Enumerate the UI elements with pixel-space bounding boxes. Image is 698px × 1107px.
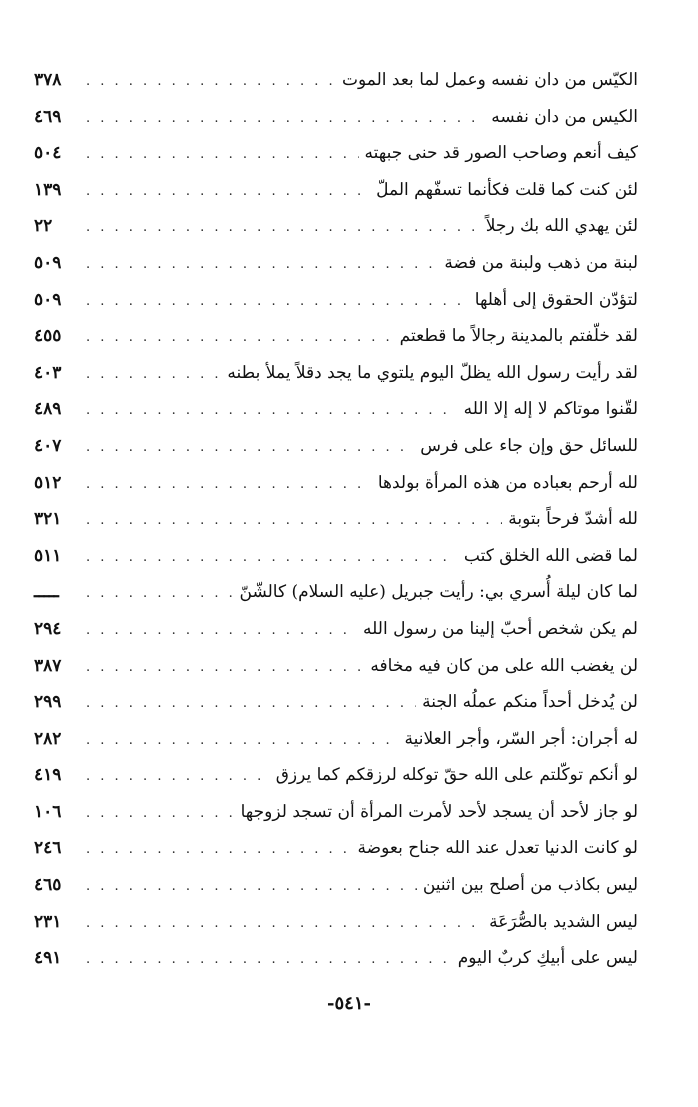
page-reference: ١٣٩ xyxy=(34,179,62,200)
page-reference: ٢٣١ xyxy=(34,911,62,932)
index-entry xyxy=(34,830,638,867)
page-reference: ٥٠٩ xyxy=(34,252,62,273)
dot-leader xyxy=(82,503,502,540)
dot-leader xyxy=(82,357,221,394)
entry-text: للسائل حق وإن جاء على فرس xyxy=(414,428,638,465)
index-entry xyxy=(34,355,638,392)
page-reference: ٤٠٧ xyxy=(34,435,62,456)
index-entry xyxy=(34,245,638,282)
index-entry xyxy=(34,611,638,648)
page-reference: ٤٦٩ xyxy=(34,106,62,127)
entry-text: لتؤدّن الحقوق إلى أهلها xyxy=(469,282,638,319)
dot-leader xyxy=(82,869,417,906)
dot-leader xyxy=(82,906,483,943)
entry-text: لله أشدّ فرحاً بتوبة xyxy=(502,501,638,538)
index-entry xyxy=(34,62,638,99)
page-reference: ٥٠٩ xyxy=(34,289,62,310)
dot-leader xyxy=(82,759,270,796)
entry-text: لقد خلّفتم بالمدينة رجالاً ما قطعتم xyxy=(394,318,638,355)
entry-text: لله أرحم بعباده من هذه المرأة بولدها xyxy=(372,465,638,502)
entry-text: لقد رأيت رسول الله يظلّ اليوم يلتوي ما يجد دقلاً يملأ بطنه xyxy=(221,355,638,392)
page-reference: ١٠٦ xyxy=(34,801,62,822)
dot-leader xyxy=(82,320,394,357)
dot-leader xyxy=(82,686,416,723)
dot-leader xyxy=(82,210,480,247)
dot-leader xyxy=(82,832,352,869)
index-entry xyxy=(34,648,638,685)
index-entry xyxy=(34,538,638,575)
entry-text: كيف أنعم وصاحب الصور قد حنى جبهته xyxy=(359,135,638,172)
index-entry xyxy=(34,757,638,794)
index-entry xyxy=(34,684,638,721)
index-entry xyxy=(34,99,638,136)
page-reference: ـــــ xyxy=(34,582,59,603)
page-reference: ٤٦٥ xyxy=(34,875,62,896)
dot-leader xyxy=(82,576,234,613)
page-reference: ٥٠٤ xyxy=(34,143,62,164)
page-reference: ٣٨٧ xyxy=(34,655,62,676)
index-entry xyxy=(34,465,638,502)
page-reference: ٢٩٩ xyxy=(34,692,62,713)
entry-text: لما قضى الله الخلق كتب xyxy=(458,538,638,575)
page-reference: ٢٩٤ xyxy=(34,618,62,639)
index-entry xyxy=(34,501,638,538)
index-entry xyxy=(34,135,638,172)
dot-leader xyxy=(82,247,438,284)
page-reference: ٤٠٣ xyxy=(34,362,62,383)
index-entry xyxy=(34,904,638,941)
entry-text: لن يغضب الله على من كان فيه مخافه xyxy=(364,648,638,685)
dot-leader xyxy=(82,723,399,760)
index-entry xyxy=(34,282,638,319)
entry-text: لئن يهدي الله بك رجلاً xyxy=(480,208,638,245)
index-entry xyxy=(34,867,638,904)
entry-text: لو أنكم توكّلتم على الله حقّ توكله لرزقكم كما يرزق xyxy=(270,757,638,794)
index-entry xyxy=(34,318,638,355)
index-entry xyxy=(34,208,638,245)
dot-leader xyxy=(82,64,336,101)
dot-leader xyxy=(82,650,364,687)
page-number: -٥٤١- xyxy=(327,993,371,1014)
page-reference: ٥١١ xyxy=(34,545,62,566)
dot-leader xyxy=(82,942,452,979)
page-reference: ٣٧٨ xyxy=(34,70,62,90)
dot-leader xyxy=(82,467,372,504)
page-reference: ٤٥٥ xyxy=(34,326,62,347)
index-entry xyxy=(34,391,638,428)
index-entry xyxy=(34,940,638,977)
index-entry xyxy=(34,721,638,758)
dot-leader xyxy=(82,101,485,138)
entry-text: الكيس من دان نفسه xyxy=(485,99,638,136)
dot-leader xyxy=(82,174,370,211)
entry-text: ليس الشديد بالصُّرَعَة xyxy=(483,904,638,941)
entry-text: لئن كنت كما قلت فكأنما تسفّهم الملّ xyxy=(370,172,638,209)
hadith-index-list xyxy=(34,62,638,977)
entry-text: الكيّس من دان نفسه وعمل لما بعد الموت xyxy=(336,62,638,99)
page-reference: ٣٢١ xyxy=(34,509,62,530)
dot-leader xyxy=(82,284,469,321)
entry-text: له أجران: أجر السّر، وأجر العلانية xyxy=(399,721,638,758)
index-entry xyxy=(34,794,638,831)
dot-leader xyxy=(82,540,458,577)
page-reference: ٤١٩ xyxy=(34,765,62,786)
dot-leader xyxy=(82,796,235,833)
entry-text: ليس على أبيكِ كربٌ اليوم xyxy=(452,940,638,977)
page-reference: ٤٨٩ xyxy=(34,399,62,420)
entry-text: لما كان ليلة أُسري بي: رأيت جبريل (عليه السلام) كالشّنّ xyxy=(234,574,638,611)
dot-leader xyxy=(82,393,458,430)
entry-text: لو جاز لأحد أن يسجد لأحد لأمرت المرأة أن تسجد لزوجها xyxy=(235,794,638,831)
index-entry xyxy=(34,574,638,611)
dot-leader xyxy=(82,613,357,650)
dot-leader xyxy=(82,137,359,174)
entry-text: لو كانت الدنيا تعدل عند الله جناح بعوضة xyxy=(352,830,638,867)
page-reference: ٢٤٦ xyxy=(34,838,62,859)
entry-text: لبنة من ذهب ولبنة من فضة xyxy=(438,245,638,282)
entry-text: لم يكن شخص أحبّ إلينا من رسول الله xyxy=(357,611,638,648)
entry-text: لقّنوا موتاكم لا إله إلا الله xyxy=(458,391,638,428)
page-reference: ٥١٢ xyxy=(34,472,62,493)
page-reference: ٢٨٢ xyxy=(34,728,62,749)
index-entry xyxy=(34,172,638,209)
dot-leader xyxy=(82,430,414,467)
index-entry xyxy=(34,428,638,465)
page-reference: ٤٩١ xyxy=(34,948,62,969)
page-reference: ٢٢ xyxy=(34,216,53,237)
entry-text: ليس بكاذب من أصلح بين اثنين xyxy=(417,867,638,904)
entry-text: لن يُدخل أحداً منكم عملُه الجنة xyxy=(416,684,638,721)
